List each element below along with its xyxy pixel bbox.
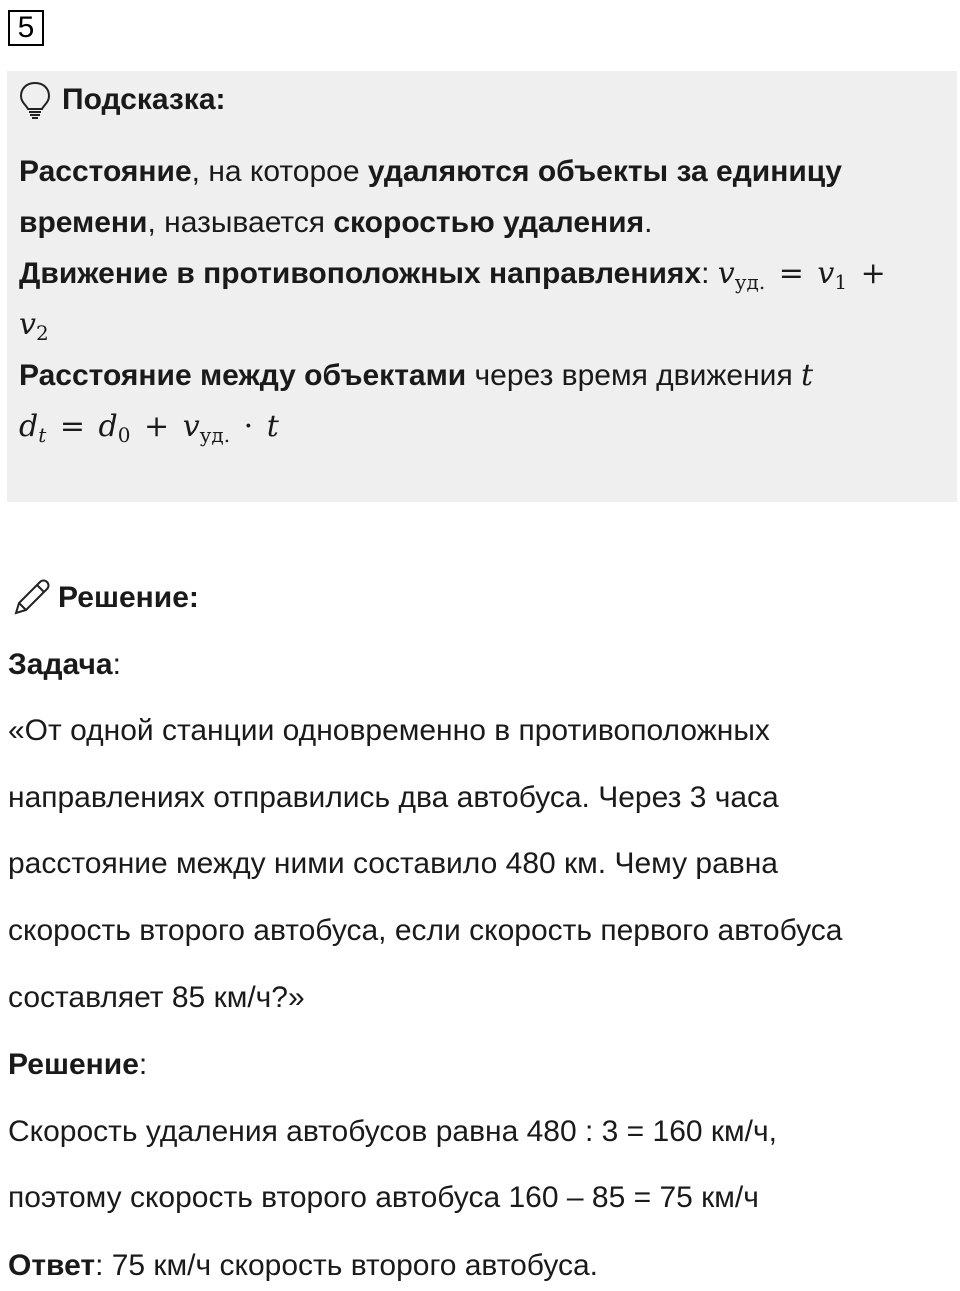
task-line-2: направлениях отправились два автобуса. Через 3 часа [8,781,779,814]
hint-text-fragment: . [644,206,653,239]
task-number: 5 [8,10,44,46]
answer-label: Ответ [8,1249,96,1282]
hint-header [18,80,226,120]
solution-line-2: поэтому скорость второго автобуса 160 – 85 = 75 км/ч [8,1181,759,1214]
hint-text-fragment: , называется [147,206,334,239]
math-operator: = [778,256,804,291]
solution-line-1: Скорость удаления автобусов равна 480 : 3 = 160 км/ч, [8,1115,777,1148]
solution-label-colon: : [138,1048,148,1081]
hint-term-separation: удаляются объекты за единицу времени [19,155,842,239]
hint-term-speed: скоростью удаления [333,206,645,239]
task-line-3: расстояние между ними составило 480 км. Чему равна [8,847,778,880]
math-symbol: v [182,409,200,444]
formula-distance [19,409,279,447]
math-operator: = [59,409,85,444]
math-symbol: d [98,409,118,444]
math-symbol: d [19,409,39,444]
solution-label-line [8,1048,147,1082]
math-subscript: 1 [834,270,848,294]
math-subscript: уд. [199,423,231,447]
math-operator: · [243,409,254,444]
answer-line [8,1249,598,1283]
math-operator: + [144,409,170,444]
solution-header [10,576,199,620]
hint-term-opposite: Движение в противоположных направлениях [19,257,702,290]
task-label-line [8,648,121,682]
hint-term-between: Расстояние между объектами [19,359,467,392]
hint-term-distance: Расстояние [19,155,192,188]
lightbulb-icon [18,80,52,120]
math-subscript: 2 [35,321,49,345]
math-symbol: v [19,307,36,342]
task-line-1: «От одной станции одновременно в противоположных [8,714,770,747]
solution-label: Решение [8,1048,139,1081]
math-subscript: t [38,423,47,447]
hint-title: Подсказка: [62,83,226,116]
math-symbol: v [817,256,835,291]
math-subscript: уд. [734,270,766,294]
math-operator: + [860,256,886,291]
math-symbol: t [801,358,814,393]
pencil-icon [10,577,52,619]
answer-text: : 75 км/ч скорость второго автобуса. [95,1249,599,1282]
hint-text-fragment: : [701,257,718,290]
task-label-colon: : [112,648,121,681]
task-label: Задача [8,648,113,681]
hint-text [19,146,939,452]
math-symbol: v [717,256,735,291]
solution-title: Решение: [58,581,199,614]
task-line-4: скорость второго автобуса, если скорость первого автобуса [8,914,843,947]
hint-text-fragment: через время движения [466,359,802,392]
task-line-5: составляет 85 км/ч?» [8,981,305,1014]
hint-text-fragment: , на которое [191,155,368,188]
math-subscript: 0 [117,423,131,447]
math-symbol: t [266,409,279,444]
